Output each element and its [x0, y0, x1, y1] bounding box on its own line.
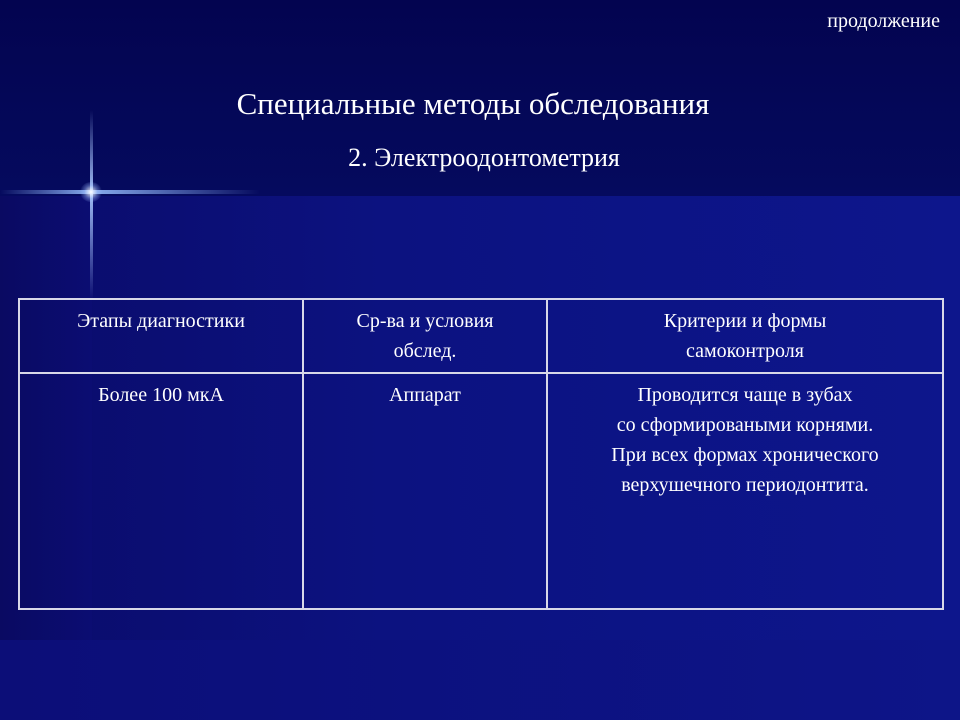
slide-subtitle: 2. Электроодонтометрия [348, 143, 620, 172]
header-means [303, 299, 547, 373]
continuation-label: продолжение [827, 10, 940, 32]
cell-criteria-line-3: При всех формах хронического [611, 444, 879, 466]
cell-criteria-line-1: Проводится чаще в зубах [637, 384, 853, 406]
cell-means-text: Аппарат [389, 384, 461, 406]
table-row [19, 373, 943, 609]
light-flare-core [80, 182, 102, 202]
slide-title: Специальные методы обследования [236, 86, 710, 121]
header-stages-line: Этапы диагностики [77, 310, 245, 332]
table-header-row [19, 299, 943, 373]
light-flare-horizontal [0, 190, 260, 194]
header-means-line-1: Ср-ва и условия [356, 310, 494, 332]
header-criteria-line-1: Критерии и формы [663, 310, 827, 332]
cell-stage [19, 373, 303, 609]
cell-criteria-line-2: со сформироваными корнями. [616, 414, 874, 436]
cell-stage-text: Более 100 мкА [98, 384, 224, 406]
header-stages [19, 299, 303, 373]
background-bottom-band [0, 640, 960, 720]
diagnostics-table [18, 298, 944, 610]
cell-criteria-line-4: верхушечного периодонтита. [621, 474, 869, 496]
cell-means [303, 373, 547, 609]
header-means-line-2: обслед. [393, 340, 457, 362]
header-criteria-line-2: самоконтроля [686, 340, 804, 362]
light-flare-vertical [90, 110, 93, 300]
header-criteria [547, 299, 943, 373]
cell-criteria [547, 373, 943, 609]
